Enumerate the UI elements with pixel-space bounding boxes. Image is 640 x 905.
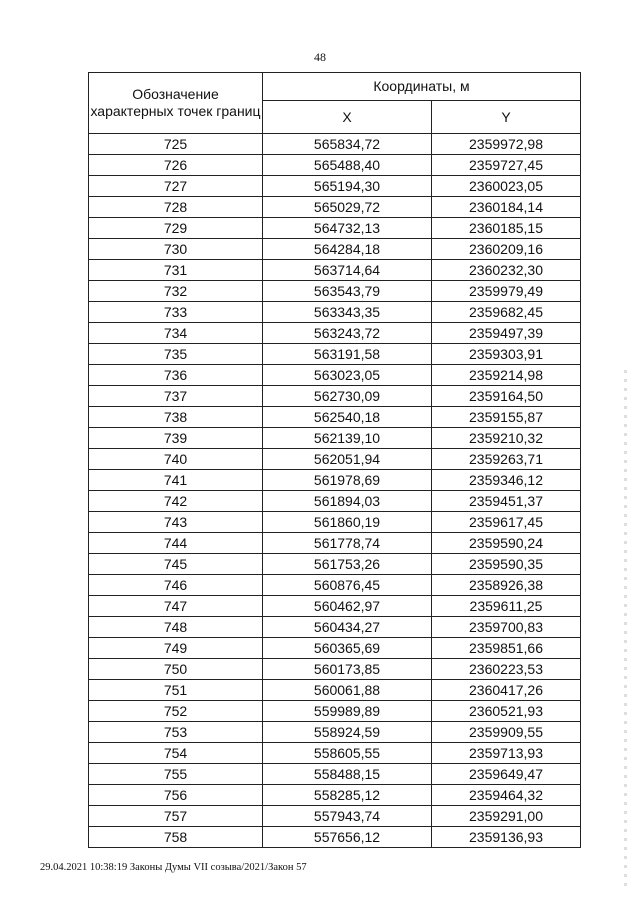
y-coordinate-cell: 2359136,93 [432, 827, 581, 848]
coordinates-header: Координаты, м [263, 73, 581, 101]
x-coordinate-cell: 560365,69 [263, 638, 432, 659]
x-coordinate-cell: 563714,64 [263, 260, 432, 281]
point-id-cell: 743 [89, 512, 263, 533]
table-row [89, 491, 581, 512]
y-coordinate-cell: 2359155,87 [432, 407, 581, 428]
table-header [89, 73, 581, 134]
table-row [89, 260, 581, 281]
table-row [89, 680, 581, 701]
point-id-cell: 745 [89, 554, 263, 575]
point-id-cell: 752 [89, 701, 263, 722]
x-coordinate-cell: 564284,18 [263, 239, 432, 260]
y-coordinate-cell: 2359164,50 [432, 386, 581, 407]
table-row [89, 785, 581, 806]
point-id-cell: 747 [89, 596, 263, 617]
y-coordinate-cell: 2359611,25 [432, 596, 581, 617]
y-coordinate-cell: 2360209,16 [432, 239, 581, 260]
y-coordinate-cell: 2359727,45 [432, 155, 581, 176]
y-column-header: Y [432, 101, 581, 134]
point-id-cell: 756 [89, 785, 263, 806]
x-coordinate-cell: 561978,69 [263, 470, 432, 491]
x-coordinate-cell: 561778,74 [263, 533, 432, 554]
x-coordinate-cell: 558285,12 [263, 785, 432, 806]
x-coordinate-cell: 565834,72 [263, 134, 432, 155]
x-coordinate-cell: 565194,30 [263, 176, 432, 197]
y-coordinate-cell: 2359682,45 [432, 302, 581, 323]
point-id-cell: 757 [89, 806, 263, 827]
y-coordinate-cell: 2359617,45 [432, 512, 581, 533]
coordinates-table [88, 72, 581, 848]
y-coordinate-cell: 2360185,15 [432, 218, 581, 239]
table-row [89, 281, 581, 302]
page-number: 48 [314, 50, 326, 64]
x-coordinate-cell: 558605,55 [263, 743, 432, 764]
x-coordinate-cell: 560462,97 [263, 596, 432, 617]
point-id-cell: 750 [89, 659, 263, 680]
y-coordinate-cell: 2360417,26 [432, 680, 581, 701]
table-row [89, 533, 581, 554]
table-row [89, 827, 581, 848]
table-row [89, 386, 581, 407]
point-id-cell: 739 [89, 428, 263, 449]
y-coordinate-cell: 2359214,98 [432, 365, 581, 386]
point-id-cell: 749 [89, 638, 263, 659]
x-coordinate-cell: 561860,19 [263, 512, 432, 533]
y-coordinate-cell: 2360023,05 [432, 176, 581, 197]
y-coordinate-cell: 2359590,24 [432, 533, 581, 554]
point-id-cell: 758 [89, 827, 263, 848]
footer-stamp: 29.04.2021 10:38:19 Законы Думы VII созыва/2021/Закон 57 [40, 862, 307, 873]
table-row [89, 743, 581, 764]
y-coordinate-cell: 2359346,12 [432, 470, 581, 491]
x-coordinate-cell: 563191,58 [263, 344, 432, 365]
x-coordinate-cell: 560061,88 [263, 680, 432, 701]
table-row [89, 323, 581, 344]
x-coordinate-cell: 563243,72 [263, 323, 432, 344]
y-coordinate-cell: 2359649,47 [432, 764, 581, 785]
x-coordinate-cell: 557656,12 [263, 827, 432, 848]
y-coordinate-cell: 2359291,00 [432, 806, 581, 827]
point-id-cell: 741 [89, 470, 263, 491]
point-id-cell: 746 [89, 575, 263, 596]
y-coordinate-cell: 2359497,39 [432, 323, 581, 344]
table-row [89, 449, 581, 470]
point-id-cell: 737 [89, 386, 263, 407]
x-coordinate-cell: 561894,03 [263, 491, 432, 512]
y-coordinate-cell: 2359210,32 [432, 428, 581, 449]
x-coordinate-cell: 565488,40 [263, 155, 432, 176]
x-coordinate-cell: 560434,27 [263, 617, 432, 638]
table-row [89, 512, 581, 533]
y-coordinate-cell: 2359979,49 [432, 281, 581, 302]
table-row [89, 470, 581, 491]
table-row [89, 155, 581, 176]
y-coordinate-cell: 2359451,37 [432, 491, 581, 512]
point-id-cell: 732 [89, 281, 263, 302]
x-coordinate-cell: 564732,13 [263, 218, 432, 239]
table-row [89, 218, 581, 239]
y-coordinate-cell: 2358926,38 [432, 575, 581, 596]
point-id-cell: 725 [89, 134, 263, 155]
table-row [89, 575, 581, 596]
point-id-cell: 730 [89, 239, 263, 260]
y-coordinate-cell: 2359713,93 [432, 743, 581, 764]
point-id-cell: 726 [89, 155, 263, 176]
x-coordinate-cell: 559989,89 [263, 701, 432, 722]
point-id-cell: 736 [89, 365, 263, 386]
x-coordinate-cell: 557943,74 [263, 806, 432, 827]
y-coordinate-cell: 2359303,91 [432, 344, 581, 365]
point-id-cell: 731 [89, 260, 263, 281]
table-row [89, 701, 581, 722]
table-row [89, 428, 581, 449]
point-id-cell: 740 [89, 449, 263, 470]
y-coordinate-cell: 2360232,30 [432, 260, 581, 281]
point-id-cell: 748 [89, 617, 263, 638]
x-coordinate-cell: 562730,09 [263, 386, 432, 407]
x-column-header: X [263, 101, 432, 134]
point-id-cell: 734 [89, 323, 263, 344]
point-id-cell: 735 [89, 344, 263, 365]
point-id-cell: 754 [89, 743, 263, 764]
table-row [89, 365, 581, 386]
margin-scan-mark [624, 370, 627, 890]
point-id-cell: 727 [89, 176, 263, 197]
table-row [89, 176, 581, 197]
x-coordinate-cell: 561753,26 [263, 554, 432, 575]
x-coordinate-cell: 560876,45 [263, 575, 432, 596]
table-row [89, 722, 581, 743]
point-id-cell: 744 [89, 533, 263, 554]
point-id-cell: 733 [89, 302, 263, 323]
table-row [89, 617, 581, 638]
point-designation-header: Обозначение характерных точек границ [89, 73, 263, 134]
point-id-cell: 753 [89, 722, 263, 743]
table-body [89, 134, 581, 848]
table-row [89, 806, 581, 827]
x-coordinate-cell: 565029,72 [263, 197, 432, 218]
y-coordinate-cell: 2360184,14 [432, 197, 581, 218]
table-row [89, 659, 581, 680]
table-row [89, 134, 581, 155]
y-coordinate-cell: 2359700,83 [432, 617, 581, 638]
x-coordinate-cell: 563543,79 [263, 281, 432, 302]
point-id-cell: 738 [89, 407, 263, 428]
y-coordinate-cell: 2359851,66 [432, 638, 581, 659]
table-row [89, 302, 581, 323]
y-coordinate-cell: 2359590,35 [432, 554, 581, 575]
point-id-cell: 742 [89, 491, 263, 512]
table-row [89, 197, 581, 218]
y-coordinate-cell: 2359464,32 [432, 785, 581, 806]
x-coordinate-cell: 558488,15 [263, 764, 432, 785]
x-coordinate-cell: 558924,59 [263, 722, 432, 743]
table-row [89, 596, 581, 617]
y-coordinate-cell: 2359972,98 [432, 134, 581, 155]
table-row [89, 239, 581, 260]
table-row [89, 764, 581, 785]
x-coordinate-cell: 562540,18 [263, 407, 432, 428]
x-coordinate-cell: 562051,94 [263, 449, 432, 470]
y-coordinate-cell: 2359909,55 [432, 722, 581, 743]
table-row [89, 638, 581, 659]
table-row [89, 407, 581, 428]
y-coordinate-cell: 2359263,71 [432, 449, 581, 470]
table-row [89, 554, 581, 575]
y-coordinate-cell: 2360521,93 [432, 701, 581, 722]
point-id-cell: 728 [89, 197, 263, 218]
x-coordinate-cell: 563343,35 [263, 302, 432, 323]
y-coordinate-cell: 2360223,53 [432, 659, 581, 680]
table-row [89, 344, 581, 365]
x-coordinate-cell: 563023,05 [263, 365, 432, 386]
x-coordinate-cell: 562139,10 [263, 428, 432, 449]
point-id-cell: 755 [89, 764, 263, 785]
x-coordinate-cell: 560173,85 [263, 659, 432, 680]
point-id-cell: 729 [89, 218, 263, 239]
point-id-cell: 751 [89, 680, 263, 701]
